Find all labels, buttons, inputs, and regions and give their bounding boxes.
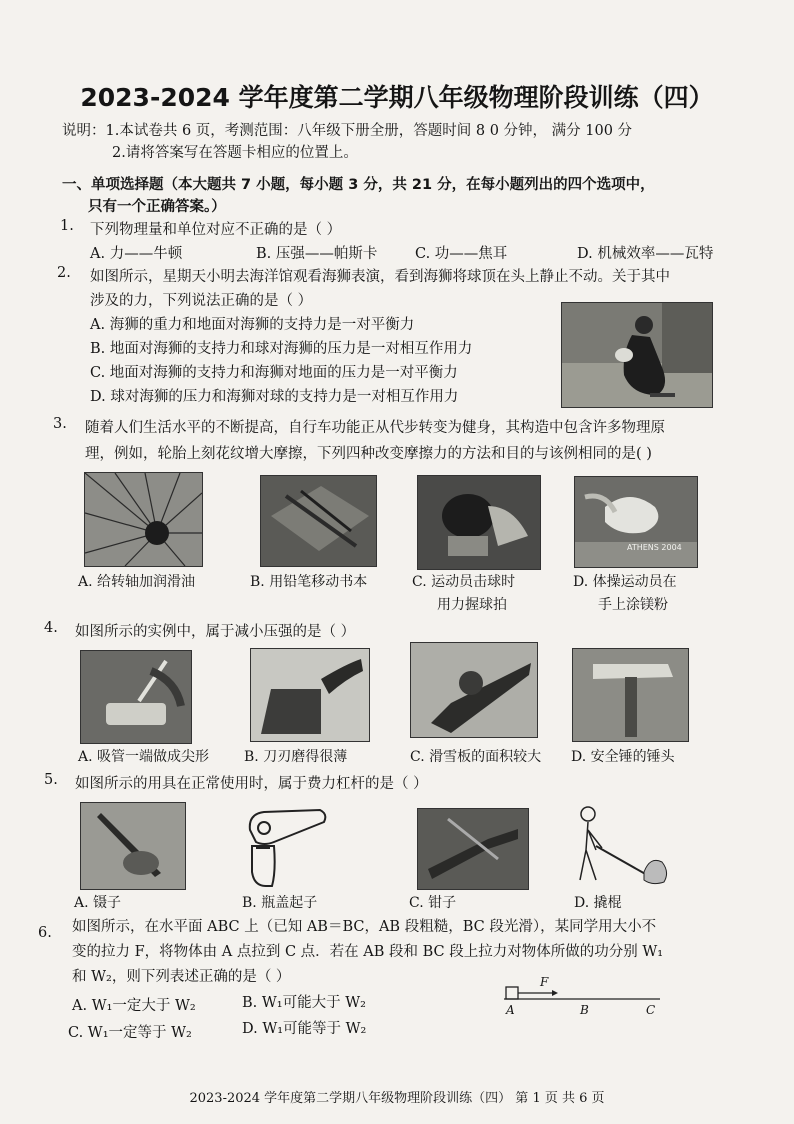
crowbar-drawing xyxy=(566,800,670,888)
q4-option-a: A. 吸管一端做成尖形 xyxy=(78,749,210,765)
section-heading-line-1: 一、单项选择题（本大题共 7 小题，每小题 3 分，共 21 分，在每小题列出的四个选项中， xyxy=(62,177,655,193)
athens-2004-watermark: ATHENS 2004 xyxy=(627,543,682,552)
page-footer: 2023-2024 学年度第二学期八年级物理阶段训练（四） 第 1 页 共 6 页 xyxy=(189,1091,605,1106)
q4-option-b: B. 刀刃磨得很薄 xyxy=(244,749,348,765)
q1-stem: 下列物理量和单位对应不正确的是（ ） xyxy=(90,222,342,238)
q5-option-d: D. 撬棍 xyxy=(574,895,622,911)
q2-number: 2. xyxy=(57,265,71,281)
q6-stem-line-2: 变的拉力 F，将物体由 A 点拉到 C 点．若在 AB 段和 BC 段上拉力对物体所做的功分别 W₁ xyxy=(72,944,664,960)
section-heading-line-2: 只有一个正确答案。） xyxy=(88,199,226,215)
q6-option-b: B. W₁可能大于 W₂ xyxy=(242,995,366,1011)
q3-option-a: A. 给转轴加润滑油 xyxy=(78,574,196,590)
q3-option-b: B. 用铅笔移动书本 xyxy=(250,574,368,590)
q6-option-a: A. W₁一定大于 W₂ xyxy=(72,998,196,1014)
tweezers-photo xyxy=(80,802,186,890)
force-label-f: F xyxy=(540,975,549,989)
q2-option-d: D. 球对海狮的压力和海狮对球的支持力是一对相互作用力 xyxy=(90,389,459,405)
sea-lion-photo xyxy=(561,302,713,408)
q5-stem: 如图所示的用具在正常使用时，属于费力杠杆的是（ ） xyxy=(75,776,428,792)
pencil-book-photo xyxy=(260,475,377,567)
q3-option-d-line-2: 手上涂镁粉 xyxy=(598,597,668,613)
q6-option-c: C. W₁一定等于 W₂ xyxy=(68,1025,192,1041)
q6-option-d: D. W₁可能等于 W₂ xyxy=(242,1021,367,1037)
q3-option-c-line-1: C. 运动员击球时 xyxy=(412,574,516,590)
q3-number: 3. xyxy=(53,416,67,432)
q4-option-d: D. 安全锤的锤头 xyxy=(571,749,675,765)
q1-option-c: C. 功——焦耳 xyxy=(415,246,508,262)
safety-hammer-photo xyxy=(572,648,689,742)
q6-surface-diagram xyxy=(500,975,670,1023)
bicycle-axle-photo xyxy=(84,472,203,567)
point-label-a: A xyxy=(506,1003,515,1017)
q5-option-b: B. 瓶盖起子 xyxy=(242,895,318,911)
q1-number: 1. xyxy=(60,218,74,234)
q6-stem-line-1: 如图所示，在水平面 ABC 上（已知 AB＝BC，AB 段粗糙，BC 段光滑），某同学用大小不 xyxy=(72,919,657,935)
q3-stem-line-2: 理，例如，轮胎上刻花纹增大摩擦，下列四种改变摩擦力的方法和目的与该例相同的是( ) xyxy=(85,446,652,462)
q5-number: 5. xyxy=(44,772,58,788)
q1-option-d: D. 机械效率——瓦特 xyxy=(577,246,714,262)
table-tennis-photo xyxy=(417,475,541,570)
q5-option-a: A. 镊子 xyxy=(74,895,122,911)
bottle-opener-drawing xyxy=(240,802,330,890)
q6-stem-line-3: 和 W₂，则下列表述正确的是（ ） xyxy=(72,969,291,985)
q2-stem-line-1: 如图所示，星期天小明去海洋馆观看海狮表演，看到海狮将球顶在头上静止不动。关于其中 xyxy=(90,269,670,285)
q1-option-b: B. 压强——帕斯卡 xyxy=(256,246,378,262)
q6-number: 6. xyxy=(38,925,52,941)
pliers-photo xyxy=(417,808,529,890)
exam-title: 2023-2024 学年度第二学期八年级物理阶段训练（四） xyxy=(80,83,714,112)
point-label-c: C xyxy=(646,1003,656,1017)
q2-option-c: C. 地面对海狮的支持力和海狮对地面的压力是一对平衡力 xyxy=(90,365,458,381)
q2-stem-line-2: 涉及的力，下列说法正确的是（ ） xyxy=(90,293,313,309)
straw-photo xyxy=(80,650,192,744)
q4-stem: 如图所示的实例中，属于减小压强的是（ ） xyxy=(75,624,356,640)
instructions-line-2: 2.请将答案写在答题卡相应的位置上。 xyxy=(112,145,358,161)
q4-number: 4. xyxy=(44,620,58,636)
q3-stem-line-1: 随着人们生活水平的不断提高，自行车功能正从代步转变为健身，其构造中包含许多物理原 xyxy=(85,420,665,436)
q3-option-d-line-1: D. 体操运动员在 xyxy=(573,574,677,590)
q5-option-c: C. 钳子 xyxy=(409,895,457,911)
q3-option-c-line-2: 用力握球拍 xyxy=(437,597,507,613)
q1-option-a: A. 力——牛顿 xyxy=(90,246,183,262)
q2-option-b: B. 地面对海狮的支持力和球对海狮的压力是一对相互作用力 xyxy=(90,341,473,357)
gymnast-chalk-photo xyxy=(574,476,698,568)
snowboard-photo xyxy=(410,642,538,738)
knife-photo xyxy=(250,648,370,742)
instructions-line-1: 说明：1.本试卷共 6 页，考测范围：八年级下册全册，答题时间 8 0 分钟， 满分 100 分 xyxy=(62,123,633,139)
q4-option-c: C. 滑雪板的面积较大 xyxy=(410,749,542,765)
q2-option-a: A. 海狮的重力和地面对海狮的支持力是一对平衡力 xyxy=(90,317,415,333)
point-label-b: B xyxy=(580,1003,589,1017)
